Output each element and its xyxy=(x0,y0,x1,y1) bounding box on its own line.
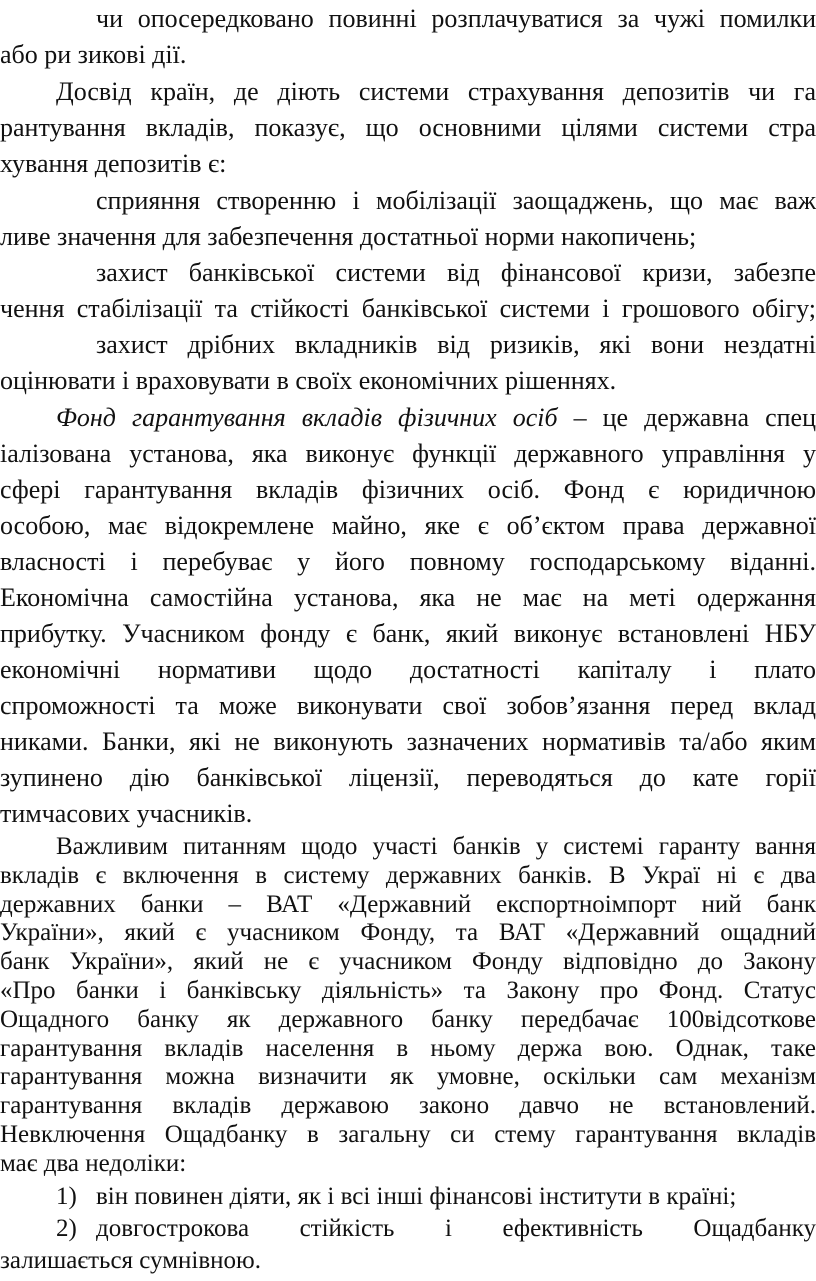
para-fund-line-1-rest: – це державна спец xyxy=(573,403,816,432)
fund-term: Фонд гарантування вкладів фізичних осіб xyxy=(56,403,558,432)
drawback-marker: 2) xyxy=(56,1214,77,1242)
para-fund-line: тимчасових учасників. xyxy=(0,799,253,828)
para-banks-line: Ощадного банку як державного банку передбачає 100відсоткове xyxy=(0,1005,816,1033)
para-banks-line: гарантування вкладів населення в ньому держа вою. Однак, таке xyxy=(0,1034,816,1062)
para-banks-line: державних банки – ВАТ «Державний експортноімпорт ний банк xyxy=(0,890,816,918)
para-fund-line: прибутку. Учасником фонду є банк, який виконує встановлені НБУ xyxy=(0,619,816,648)
goal-item-3 xyxy=(0,327,816,363)
para-fund-line: особою, має відокремлене майно, яке є об’єктом права державної xyxy=(0,511,816,540)
goal-item-1 xyxy=(0,183,816,219)
para-banks-line: гарантування вкладів державою законо давчо не встановлений. xyxy=(0,1092,816,1120)
para-fund-line: власності і перебуває у його повному господарському віданні. xyxy=(0,547,816,576)
goal-item-1-line-1: сприяння створенню і мобілізації заощаджень, що має важ xyxy=(96,186,816,215)
para-banks-line: Невключення Ощадбанку в загальну си стему гарантування вкладів xyxy=(0,1121,816,1148)
drawback-item-1 xyxy=(0,1181,816,1213)
para-banks-line: банк України», який не є учасником Фонду відповідно до Закону xyxy=(0,948,816,976)
para-fund-line: сфері гарантування вкладів фізичних осіб. Фонд є юридичною xyxy=(0,475,816,504)
para-fund-line: іалізована установа, яка виконує функції державного управління у xyxy=(0,439,816,468)
goal-item-2 xyxy=(0,255,816,291)
para-experience-line-3: хування депозитів є: xyxy=(0,149,227,178)
para-banks-line: Важливим питанням щодо участі банків у системі гаранту вання xyxy=(56,833,816,860)
intro-list-text-line-2: або ри зикові дії. xyxy=(0,40,187,69)
drawback-item-2 xyxy=(0,1213,816,1245)
intro-list-item xyxy=(0,1,816,37)
para-banks-line: України», який є учасником Фонду, та ВАТ «Державний ощадний xyxy=(0,919,816,947)
goal-item-2-line-1: захист банківської системи від фінансової кризи, забезпе xyxy=(96,258,816,287)
para-fund-line: економічні нормативи щодо достатності капіталу і плато xyxy=(0,655,816,684)
para-banks-line: «Про банки і банківську діяльність» та Закону про Фонд. Статус xyxy=(0,977,816,1004)
para-banks-line: вкладів є включення в систему державних банків. В Украї ні є два xyxy=(0,861,816,889)
drawback-item-2-line-1: довгострокова стійкість і ефективність Ощадбанку xyxy=(96,1214,816,1242)
drawback-marker: 1) xyxy=(56,1182,77,1210)
para-fund-line: спроможності та може виконувати свої зобов’язання перед вклад xyxy=(0,691,816,720)
goal-item-3-line-2: оцінювати і враховувати в своїх економічних рішеннях. xyxy=(0,366,617,395)
goal-item-2-line-2: чення стабілізації та стійкості банківської системи і грошового обігу; xyxy=(0,294,816,323)
para-fund-line: Економічна самостійна установа, яка не має на меті одержання xyxy=(0,583,816,612)
goal-item-1-line-2: ливе значення для забезпечення достатньої норми накопичень; xyxy=(0,222,697,251)
para-experience-line-1: Досвід країн, де діють системи страхування депозитів чи га xyxy=(56,77,816,106)
goal-item-3-line-1: захист дрібних вкладників від ризиків, які вони нездатні xyxy=(96,330,816,359)
intro-list-text-line-1: чи опосередковано повинні розплачуватися за чужі помилки xyxy=(96,4,816,33)
para-banks-line: має два недоліки: xyxy=(0,1149,187,1177)
para-banks-line: гарантування можна визначити як умовне, оскільки сам механізм xyxy=(0,1063,816,1091)
drawback-item-1-line-1: він повинен діяти, як і всі інші фінансові інститути в країні; xyxy=(96,1182,737,1210)
para-fund-line: зупинено дію банківської ліцензії, переводяться до кате горії xyxy=(0,763,816,792)
drawback-item-2-line-2: залишається сумнівною. xyxy=(0,1246,261,1274)
para-fund-line-1 xyxy=(0,400,816,436)
para-experience-line-2: рантування вкладів, показує, що основними цілями системи стра xyxy=(0,113,816,142)
para-fund-line: никами. Банки, які не виконують зазначених нормативів та/або яким xyxy=(0,727,816,756)
